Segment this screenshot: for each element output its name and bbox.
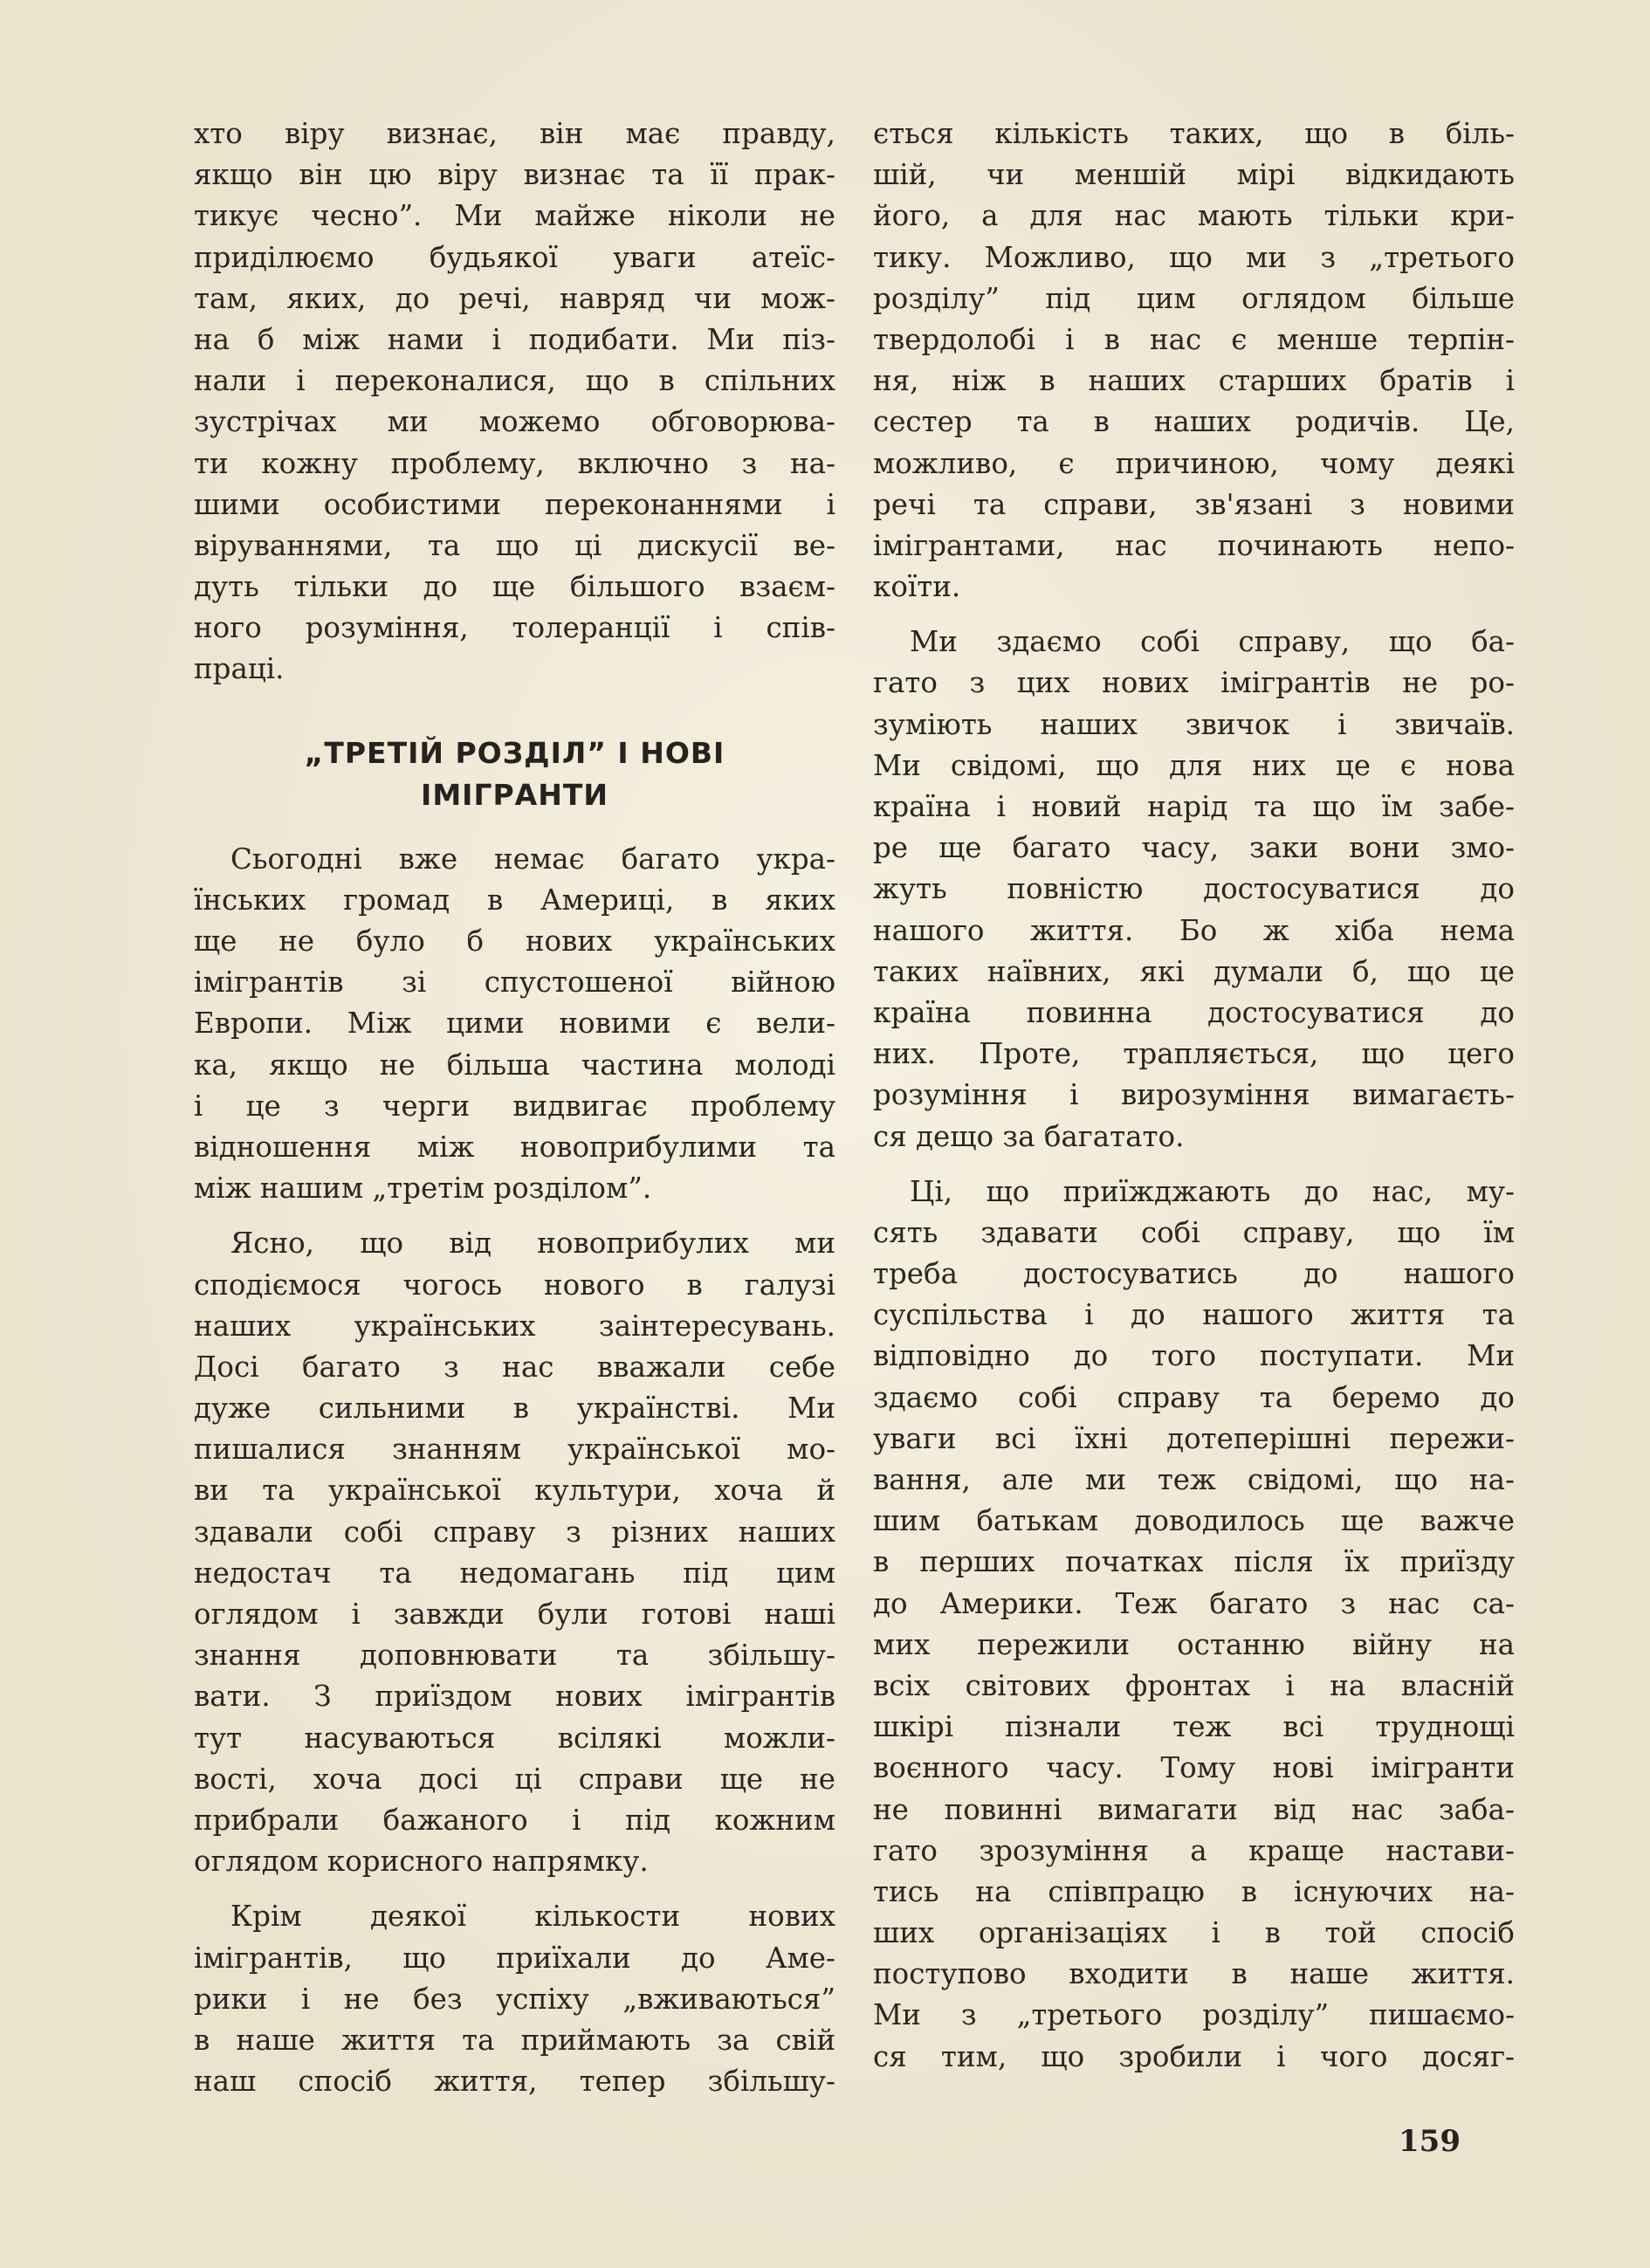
text-line: шими особистими переконаннями і bbox=[194, 487, 835, 521]
text-line: сестер та в наших родичів. Це, bbox=[873, 405, 1515, 439]
section-heading bbox=[194, 732, 835, 816]
text-line: на б між нами і подибати. Ми піз- bbox=[194, 322, 835, 356]
text-line: пишалися знанням української мо- bbox=[194, 1433, 835, 1467]
text-line: поступово входити в наше життя. bbox=[873, 1957, 1515, 1991]
text-line: наших українських заінтересувань. bbox=[194, 1309, 835, 1343]
text-line: Ми з „третього розділу” пишаємо- bbox=[873, 1998, 1515, 2032]
text-line: між нашим „третім розділом”. bbox=[194, 1172, 652, 1206]
paragraph bbox=[873, 113, 1515, 608]
text-line: уваги всі їхні дотеперішні пережи- bbox=[873, 1421, 1515, 1455]
text-line: тикує чесно”. Ми майже ніколи не bbox=[194, 199, 835, 233]
text-line: ших організаціях і в той спосіб bbox=[873, 1916, 1515, 1950]
text-line: недостач та недомагань під цим bbox=[194, 1556, 835, 1590]
text-line: жуть повністю достосуватися до bbox=[873, 872, 1515, 906]
text-line: можливо, є причиною, чому деякі bbox=[873, 446, 1515, 480]
text-line: знання доповнювати та збільшу- bbox=[194, 1639, 835, 1673]
text-line: праці. bbox=[194, 652, 285, 686]
text-line: треба достосуватись до нашого bbox=[873, 1257, 1515, 1291]
text-line: воєнного часу. Тому нові імігранти bbox=[873, 1751, 1515, 1785]
text-line: всіх світових фронтах і на власній bbox=[873, 1668, 1515, 1702]
text-line: приділюємо будьякої уваги атеїс- bbox=[194, 240, 835, 274]
text-line: вості, хоча досі ці справи ще не bbox=[194, 1762, 835, 1796]
text-line: в перших початках після їх приїзду bbox=[873, 1545, 1515, 1579]
text-line: здаємо собі справу та беремо до bbox=[873, 1380, 1515, 1414]
text-line: тись на співпрацю в існуючих на- bbox=[873, 1874, 1515, 1908]
text-line: Европи. Між цими новими є вели- bbox=[194, 1007, 835, 1041]
paragraph bbox=[194, 839, 835, 1210]
text-line: таких наївних, які думали б, що це bbox=[873, 954, 1515, 988]
text-line: шим батькам доводилось ще важче bbox=[873, 1504, 1515, 1538]
text-line: оглядом і завжди були готові наші bbox=[194, 1598, 835, 1631]
text-line: гато зрозуміння а краще настави- bbox=[873, 1833, 1515, 1867]
text-line: відношення між новоприбулими та bbox=[194, 1130, 835, 1164]
text-line: Досі багато з нас вважали себе bbox=[194, 1350, 835, 1384]
text-line: відповідно до того поступати. Ми bbox=[873, 1339, 1515, 1373]
text-line: ви та української культури, хоча й bbox=[194, 1474, 835, 1508]
text-line: здавали собі справу з різних наших bbox=[194, 1515, 835, 1549]
right-column bbox=[873, 113, 1515, 2078]
text-line: імігрантами, нас починають непо- bbox=[873, 528, 1515, 562]
text-line: ного розуміння, толеранції і спів- bbox=[194, 611, 835, 645]
text-line: зуміють наших звичок і звичаїв. bbox=[873, 707, 1515, 741]
text-line: твердолобі і в нас є менше терпін- bbox=[873, 322, 1515, 356]
text-line: нали і переконалися, що в спільних bbox=[194, 364, 835, 398]
text-line: шкірі пізнали теж всі труднощі bbox=[873, 1710, 1515, 1744]
text-line: дуже сильними в українстві. Ми bbox=[194, 1392, 835, 1426]
text-line: розуміння і вирозуміння вимагаєть- bbox=[873, 1078, 1515, 1112]
text-line: сять здавати собі справу, що їм bbox=[873, 1215, 1515, 1249]
text-line: імігрантів зі спустошеної війною bbox=[194, 966, 835, 1000]
text-line: коїти. bbox=[873, 570, 961, 604]
text-line: речі та справи, зв'язані з новими bbox=[873, 487, 1515, 521]
text-line: ще не було б нових українських bbox=[194, 924, 835, 958]
text-line: нашого життя. Бо ж хіба нема bbox=[873, 913, 1515, 947]
text-line: ре ще багато часу, заки вони змо- bbox=[873, 831, 1515, 865]
text-line: до Америки. Теж багато з нас са- bbox=[873, 1586, 1515, 1620]
paragraph bbox=[873, 1172, 1515, 2078]
text-line: Крім деякої кількости нових bbox=[230, 1900, 835, 1934]
text-line: Ми свідомі, що для них це є нова bbox=[873, 748, 1515, 782]
left-column bbox=[194, 113, 835, 2102]
text-line: сподіємося чогось нового в галузі bbox=[194, 1268, 835, 1302]
text-line: рики і не без успіху „вживаються” bbox=[194, 1982, 835, 2016]
text-line: Ці, що приїжджають до нас, му- bbox=[910, 1174, 1515, 1208]
text-line: країна і новий нарід та що їм забе- bbox=[873, 790, 1515, 823]
text-line: ється кількість таких, що в біль- bbox=[873, 117, 1515, 150]
heading-line: „ТРЕТІЙ РОЗДІЛ” І НОВІ bbox=[304, 735, 725, 770]
paragraph bbox=[194, 1223, 835, 1882]
paragraph bbox=[194, 1896, 835, 2102]
text-line: Сьогодні вже немає багато укра- bbox=[230, 842, 835, 876]
text-line: Ясно, що від новоприбулих ми bbox=[230, 1227, 835, 1261]
text-line: вання, але ми теж свідомі, що на- bbox=[873, 1463, 1515, 1496]
text-line: ка, якщо не більша частина молоді bbox=[194, 1048, 835, 1082]
text-line: мих пережили останню війну на bbox=[873, 1627, 1515, 1661]
text-line: наш спосіб життя, тепер збільшу- bbox=[194, 2065, 835, 2099]
paragraph bbox=[873, 622, 1515, 1157]
text-line: віруваннями, та що ці дискусії ве- bbox=[194, 528, 835, 562]
heading-line: ІМІГРАНТИ bbox=[421, 777, 608, 812]
text-line: суспільства і до нашого життя та bbox=[873, 1298, 1515, 1332]
text-line: дуть тільки до ще більшого взаєм- bbox=[194, 570, 835, 604]
text-line: прибрали бажаного і під кожним bbox=[194, 1803, 835, 1837]
text-line: Ми здаємо собі справу, що ба- bbox=[910, 625, 1515, 659]
text-line: зустрічах ми можемо обговорюва- bbox=[194, 405, 835, 439]
text-line: там, яких, до речі, навряд чи мож- bbox=[194, 281, 835, 315]
text-line: гато з цих нових імігрантів не ро- bbox=[873, 666, 1515, 700]
text-line: ся тим, що зробили і чого досяг- bbox=[873, 2039, 1515, 2073]
page-number: 159 bbox=[1399, 2124, 1461, 2159]
text-line: шій, чи меншій мірі відкидають bbox=[873, 158, 1515, 192]
text-line: його, а для нас мають тільки кри- bbox=[873, 199, 1515, 233]
text-line: тику. Можливо, що ми з „третього bbox=[873, 240, 1515, 274]
text-line: хто віру визнає, він має правду, bbox=[194, 117, 835, 150]
text-line: оглядом корисного напрямку. bbox=[194, 1845, 649, 1879]
text-line: імігрантів, що приїхали до Аме- bbox=[194, 1941, 835, 1975]
text-line: їнських громад в Америці, в яких bbox=[194, 883, 835, 917]
text-line: ся дещо за багатато. bbox=[873, 1119, 1185, 1153]
text-line: розділу” під цим оглядом більше bbox=[873, 281, 1515, 315]
text-line: тут насуваються всілякі можли- bbox=[194, 1721, 835, 1755]
text-line: не повинні вимагати від нас заба- bbox=[873, 1792, 1515, 1826]
text-line: країна повинна достосуватися до bbox=[873, 995, 1515, 1029]
text-line: ня, ніж в наших старших братів і bbox=[873, 364, 1515, 398]
text-line: якщо він цю віру визнає та її прак- bbox=[194, 158, 835, 192]
text-line: і це з черги видвигає проблему bbox=[194, 1089, 835, 1123]
text-line: в наше життя та приймають за свій bbox=[194, 2023, 835, 2057]
text-line: них. Проте, трапляється, що цего bbox=[873, 1037, 1515, 1071]
paragraph bbox=[194, 113, 835, 691]
text-line: ти кожну проблему, включно з на- bbox=[194, 446, 835, 480]
text-line: вати. З приїздом нових імігрантів bbox=[194, 1680, 835, 1714]
